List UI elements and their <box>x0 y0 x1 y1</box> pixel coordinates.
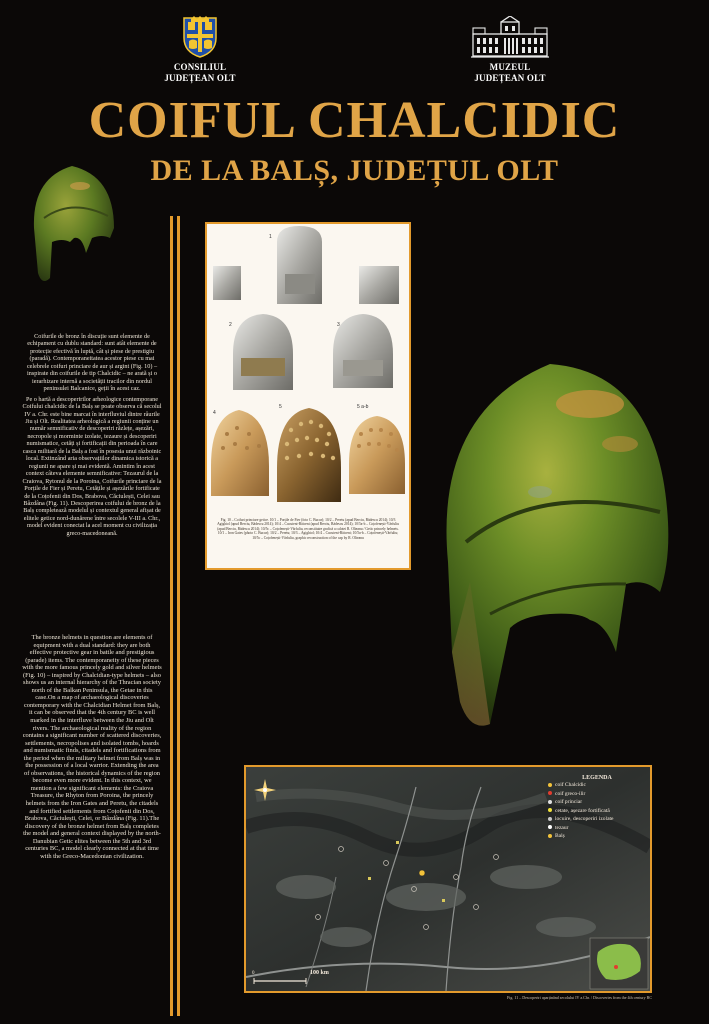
county-council-label <box>148 62 252 84</box>
fig11-caption: Fig. 11 – Descoperiri aparținând secolului IV a.Chr. / Discoveries from the 4th century BC <box>507 995 652 1000</box>
museum-line2: JUDEȚEAN OLT <box>474 73 546 83</box>
legend-title: LEGENDA <box>582 775 612 781</box>
fig10-photo-panel <box>205 222 411 570</box>
divider-bar-right <box>177 216 180 1016</box>
princely-helmets-collage <box>207 224 409 516</box>
en-paragraph: The bronze helmets in question are elements of equipment with a dual standard: they are both effective protective gear in battle and prestigious (parade) items. The contemporaneity of these pieces with the more famous princely gold and silver helmets (Fig. 10) – inspired by Chalcidian-type helmets – also shows us an internal hierarchy of the Thracian society north of the Balkan Peninsula, the Getae in this case.On a map of archaeological discoveries contemporary with the Chalcidian Helmet from Balș, it can be observed that the 4th century BC is well marked in the interfluve between the Jiu and Olt rivers. The archaeological reality of the region contains a significant number of scattered discoveries, settlements, necropolises and isolated tombs, hoards and numismatic finds, citadels and fortifications from the period when the military helmet from Balș was in the possession of a local warrior. Extending the area of observations, the historical dynamics of the region become even more evident. In this context, we mention a few significant elements: the Craiova Treasure, the Rhyton from Poroina, the princely helmets from the Iron Gates and Peretu, the citadels and fortified settlements from Coțofenii din Dos, Brabova, Căciulești, Celei, or Bâzdâna (Fig. 11).The discovery of the bronze helmet from Balș completes the model and general context displayed by the north-Danubian Getic elites between the 5th and 3rd centuries BC, a model clearly connected at that time with the Greco-Macedonian civilization. <box>22 634 162 860</box>
legend-label: cetate, așezare fortificată <box>555 807 610 814</box>
legend-item <box>548 798 646 807</box>
fig10-label-5: 5 <box>279 404 282 410</box>
legend-item <box>548 781 646 790</box>
county-council-line2: JUDEȚEAN OLT <box>164 73 236 83</box>
legend-item <box>548 815 646 824</box>
legend-swatch-icon <box>548 817 552 821</box>
legend-items <box>548 781 646 841</box>
scale-bar-label: 100 km <box>310 970 329 976</box>
compass-rose-icon <box>254 779 276 801</box>
scale-zero-label: 0 <box>252 971 255 976</box>
legend-swatch-icon <box>548 825 552 829</box>
museum-building-icon <box>471 16 549 60</box>
legend-item <box>548 824 646 833</box>
small-helmet-photo <box>22 158 122 293</box>
legend-label: tezaur <box>555 824 569 831</box>
ro-paragraph-2: Pe o hartă a descoperirilor arheologice contemporane Coifului chalcidic de la Balș se poate observa că secolul IV a. Chr. este bine marcat în interfluviul dintre râurile Jiu și Olt. Realitatea arheologică a regiunii conține un număr semnificativ de descoperiri răzlețe, așezări, necropole și morminte izolate, tezaure și descoperiri numismatice, cetăți și fortificații din perioada în care casca militară de la Balș a fost în posesia unui războinic local. Extinzând aria observațiilor dinamica istorică a regiunii ne apare și mai evidentă. Amintim în acest context câteva elemente semnificative: Tezaurul de la Craiova, Rytonul de la Poroina, Coifurile princiare de la Porțile de Fier și Peretu, Cetățile și așezările fortificate de la Coțofenii din Dos, Brabova, Căciulești, Celei sau Bâzdâna (Fig. 11). Descoperirea coifului de bronz de la Balș completează modelul și contextul general afișat de elitele getice nord-dunărene între secolele V-III a. Chr., model evident conectat la acel moment cu civilizația greco-macedoneană. <box>22 395 162 537</box>
legend-item <box>548 790 646 799</box>
fig10-label-2: 2 <box>229 322 232 328</box>
english-text <box>22 634 162 863</box>
legend-label: coif princiar <box>555 799 583 805</box>
county-council-line1: CONSILIUL <box>173 62 227 72</box>
archaeological-map <box>244 765 652 993</box>
fig10-label-4: 4 <box>213 410 216 416</box>
legend-item <box>548 807 646 816</box>
map-legend <box>548 775 646 841</box>
fig10-label-5ab: 5 a-b <box>357 404 369 410</box>
museum-label <box>458 62 562 84</box>
museum-line1: MUZEUL <box>489 62 531 72</box>
legend-label: coif Chalcidic <box>555 782 587 788</box>
legend-swatch-icon <box>548 791 552 795</box>
legend-label: locuire, descoperiri izolate <box>555 816 614 822</box>
museum-logo <box>471 16 549 60</box>
fig10-label-3: 3 <box>337 322 340 328</box>
divider-bar-left <box>170 216 173 1016</box>
large-helmet-photo <box>430 352 680 732</box>
legend-swatch-icon <box>548 800 552 804</box>
fig10-caption: Fig. 10 – Coifuri princiare getice. 10/1 – Porțile de Fier (foto C. Bucur); 10/2 – Peretu (apud Berciu, Bădescu 2014); 10/3 Agighiol (apud Berciu, Bădescu 2014); 10/4 – Cucuteni-Băiceni (apud Berciu, Bădescu 2014); 10/5a-b – Coțofenești-Vârfuliu (apud Berciu, Bădescu 2014); 10/5c – Coțofenești-Vârfuliu, reconstituire grafică a calotei R. Olteanu / Getic princely helmets. 10/1 – Iron Gates (photo C. Bucur); 10/2 – Peretu; 10/3 – Agighiol; 10/4 – Cucuteni-Băiceni; 10/5a-b – Coțofenești-Vârfuliu; 10/5c – Coțofenești-Vârfuliu, graphic reconstruction of the cap by R. Olteanu <box>217 518 399 540</box>
county-council-logo <box>182 16 218 58</box>
legend-item <box>548 832 646 841</box>
poster-title: COIFUL CHALCIDIC <box>88 92 621 149</box>
legend-label: Balș <box>555 833 565 839</box>
legend-swatch-icon <box>548 834 552 838</box>
romanian-text <box>22 333 162 540</box>
legend-swatch-icon <box>548 783 552 787</box>
ro-paragraph-1: Coifurile de bronz în discuție sunt elemente de echipament cu dublu standard: sunt atât elemente de protecție efectivă în luptă, cât și piese de prestigiu (paradă). Contemporaneitatea acestor piese cu mai celebrele coifuri princiare de aur și argint (Fig. 10) – inspirate din coifurile de tip Chalcidic – ne arată și o ierarhizare internă a societății tracilor din nordul peninsulei Balcanice, geții în acest caz. <box>26 333 158 393</box>
legend-swatch-icon <box>548 808 552 812</box>
coat-of-arms-icon <box>182 16 218 58</box>
legend-label: coif greco-ilir <box>555 790 586 797</box>
poster-subtitle: DE LA BALȘ, JUDEȚUL OLT <box>150 154 559 187</box>
fig10-label-1: 1 <box>269 234 272 240</box>
